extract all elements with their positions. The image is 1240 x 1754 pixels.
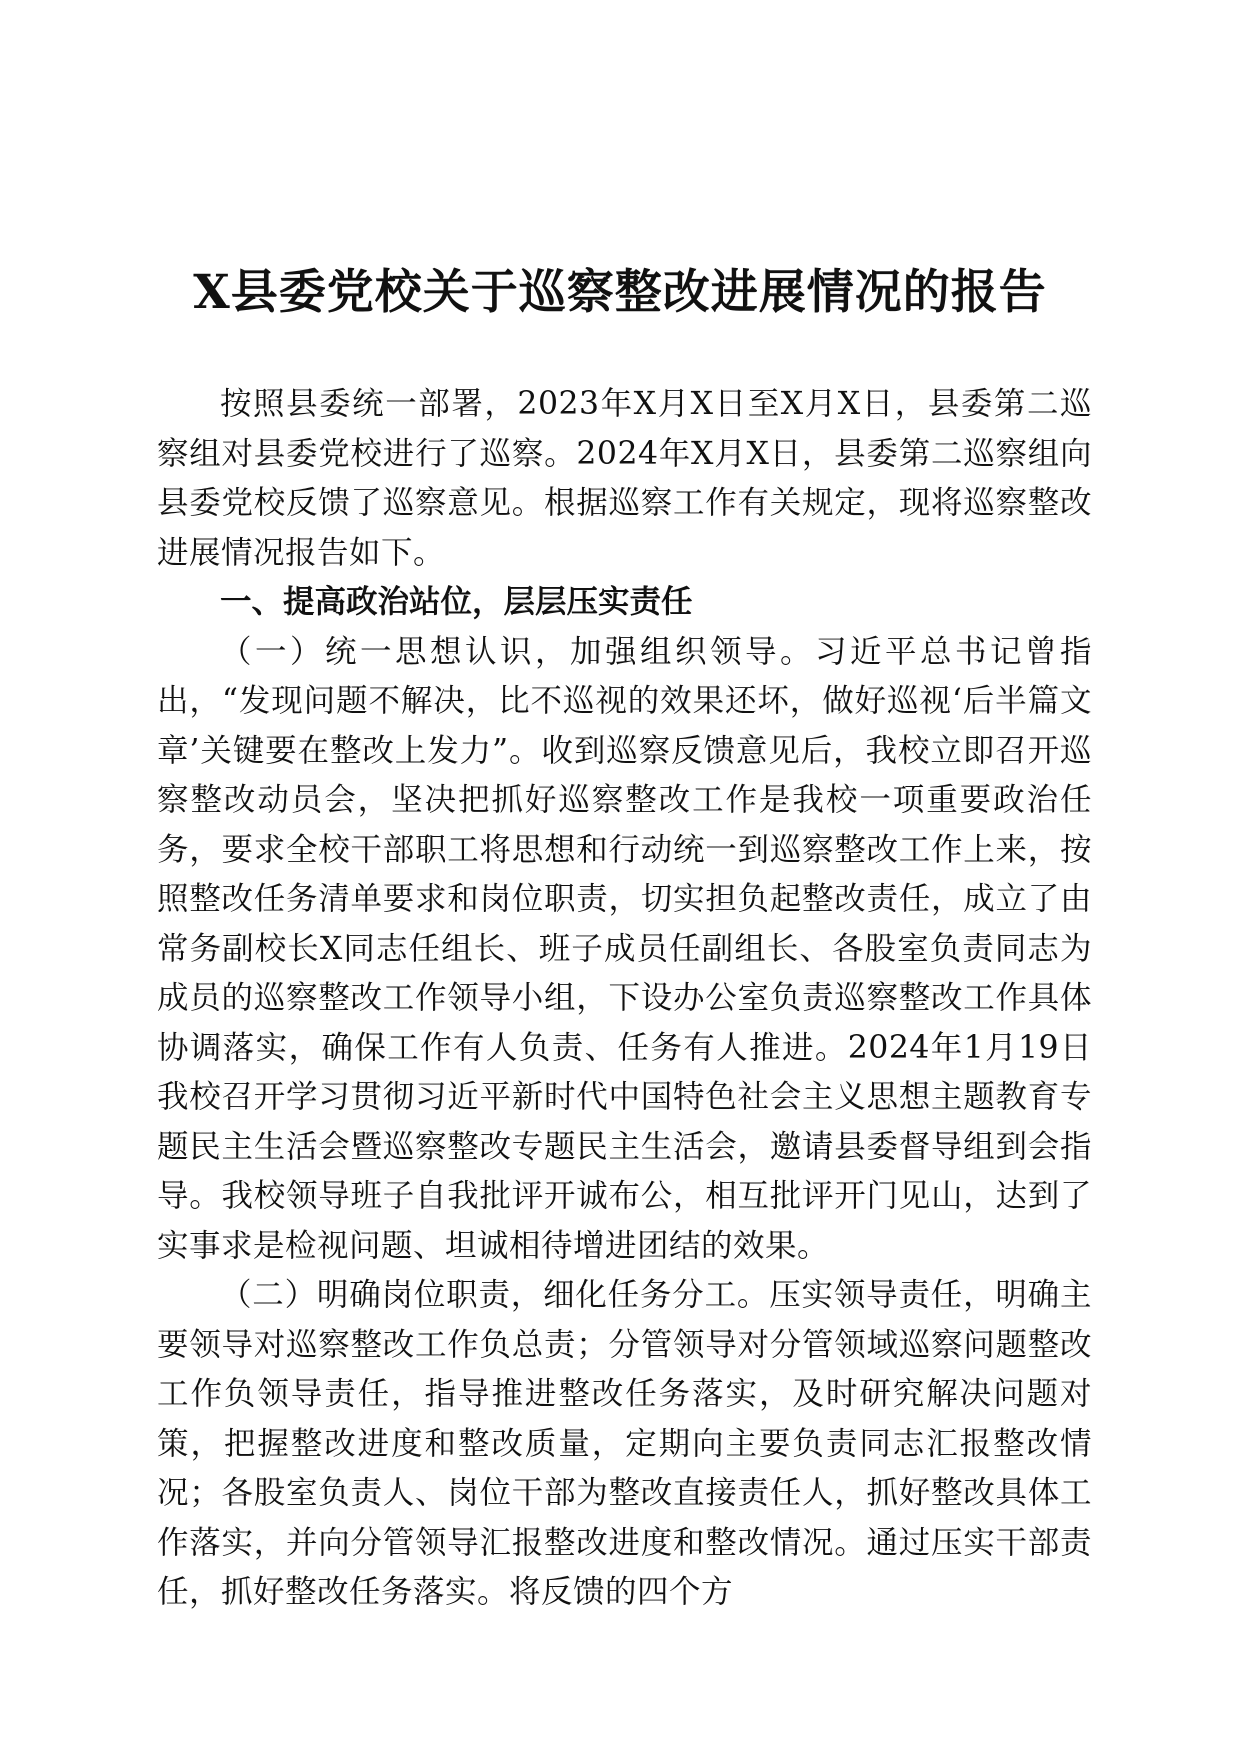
subsection-paragraph-2: （二）明确岗位职责，细化任务分工。压实领导责任，明确主要领导对巡察整改工作负总责；分管领导对分管领域巡察问题整改工作负领导责任，指导推进整改任务落实，及时研究解决问题对策，把握整改进度和整改质量，定期向主要负责同志汇报整改情况；各股室负责人、岗位干部为整改直接责任人，抓好整改具体工作落实，并向分管领导汇报整改进度和整改情况。通过压实干部责任，抓好整改任务落实。将反馈的四个方	[157, 1277, 1092, 1610]
subsection-paragraph-1: （一）统一思想认识，加强组织领导。习近平总书记曾指出，“发现问题不解决，比不巡视的效果还坏，做好巡视‘后半篇文章’关键要在整改上发力”。收到巡察反馈意见后，我校立即召开巡察整改动员会，坚决把抓好巡察整改工作是我校一项重要政治任务，要求全校干部职工将思想和行动统一到巡察整改工作上来，按照整改任务清单要求和岗位职责，切实担负起整改责任，成立了由常务副校长X同志任组长、班子成员任副组长、各股室负责同志为成员的巡察整改工作领导小组，下设办公室负责巡察整改工作具体协调落实，确保工作有人负责、任务有人推进。2024年1月19日我校召开学习贯彻习近平新时代中国特色社会主义思想主题教育专题民主生活会暨巡察整改专题民主生活会，邀请县委督导组到会指导。我校领导班子自我批评开诚布公，相互批评开门见山，达到了实事求是检视问题、坦诚相待增进团结的效果。	[157, 633, 1092, 1264]
document-title: X县委党校关于巡察整改进展情况的报告	[193, 265, 1047, 320]
section-heading-1: 一、提高政治站位，层层压实责任	[220, 584, 693, 620]
intro-paragraph: 按照县委统一部署，2023年X月X日至X月X日，县委第二巡察组对县委党校进行了巡察。2024年X月X日，县委第二巡察组向县委党校反馈了巡察意见。根据巡察工作有关规定，现将巡察整改进展情况报告如下。	[157, 386, 1092, 571]
document-body	[157, 380, 1092, 1618]
